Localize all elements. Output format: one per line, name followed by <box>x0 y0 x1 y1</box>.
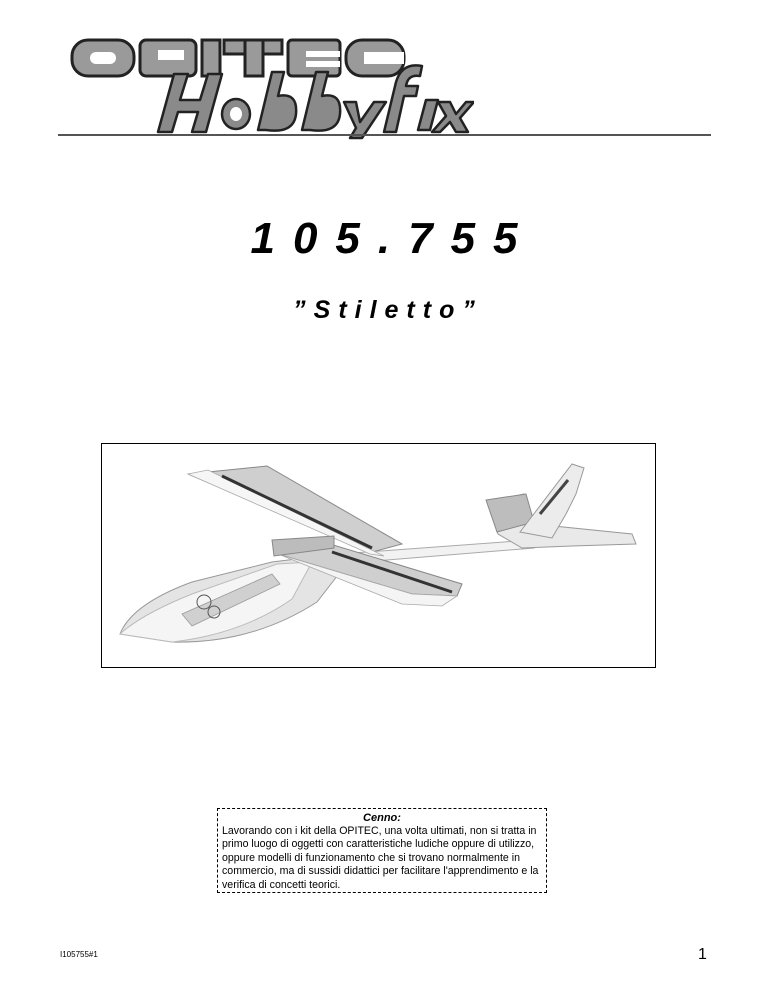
product-number: 105.755 <box>250 214 536 263</box>
document-code: I105755#1 <box>60 950 98 959</box>
notice-text: Lavorando con i kit della OPITEC, una volta ultimati, non si tratta in primo luogo di oggetti con caratteristiche ludiche oppure di utilizzo, oppure modelli di funzionamento che si trovano normalmente in commercio, ma di sussidi didattici per facilitare l'apprendimento e la verifica di concetti teorici. <box>222 825 539 891</box>
header-rule-right <box>313 134 711 136</box>
header-rule-left <box>58 134 313 136</box>
opitec-hobbyfix-logo <box>62 22 474 140</box>
product-name: ”Stiletto” <box>293 296 483 324</box>
notice-box <box>217 808 547 893</box>
page-number: 1 <box>698 946 707 963</box>
notice-title: Cenno: <box>363 812 401 824</box>
product-photo <box>101 443 656 668</box>
